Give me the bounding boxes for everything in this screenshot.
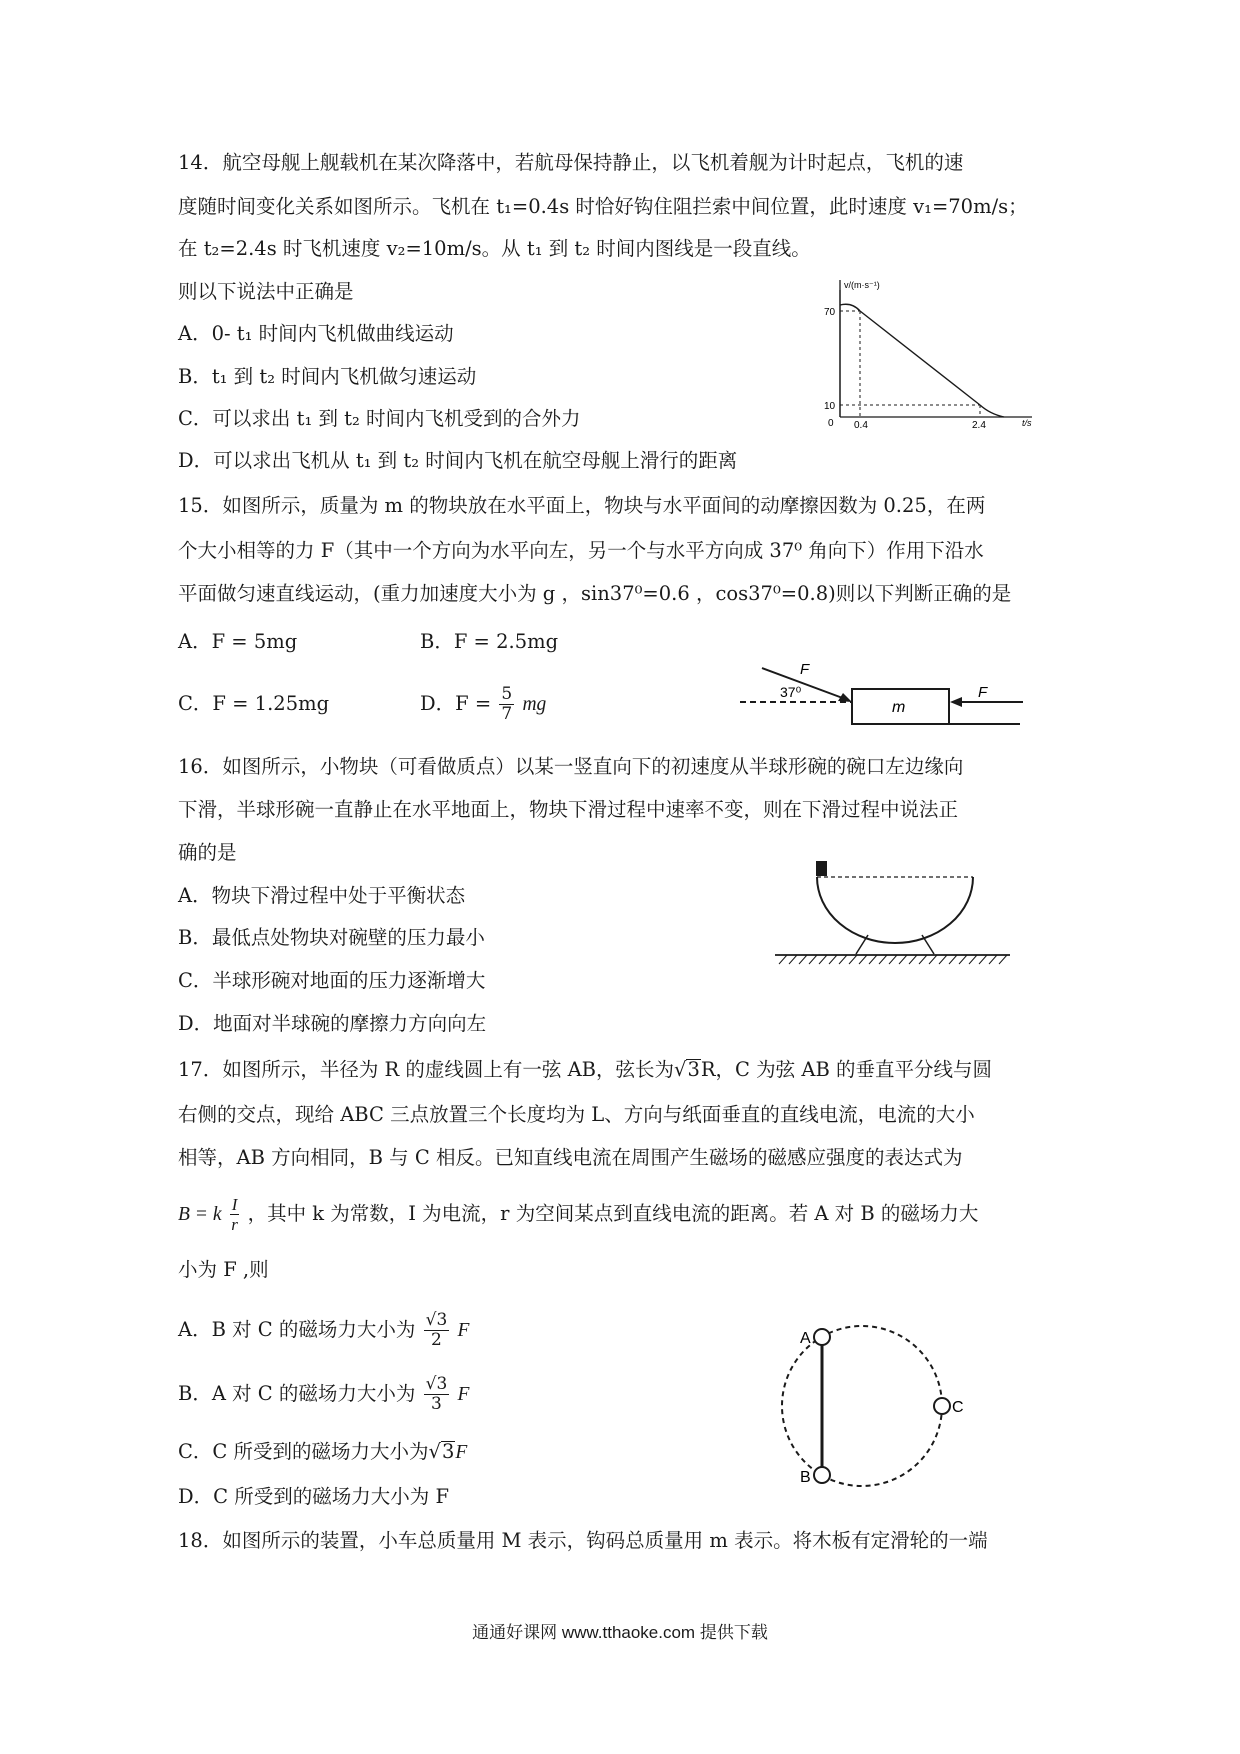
q17-option-b	[178, 1370, 469, 1419]
q15-option-d	[420, 680, 546, 729]
q17-option-a-numerator: √3	[425, 1310, 448, 1330]
current-point-a	[814, 1329, 830, 1345]
q17-option-b-suffix: F	[457, 1384, 470, 1405]
sqrt-symbol: √	[428, 1440, 441, 1463]
graph-x-label: t/s	[1022, 418, 1032, 428]
q14-option-c: C．可以求出 t₁ 到 t₂ 时间内飞机受到的合外力	[178, 407, 581, 430]
q17-line-5: 小为 F ,则	[178, 1258, 269, 1281]
q14-line-1: 14．航空母舰上舰载机在某次降落中，若航母保持静止，以飞机着舰为计时起点，飞机的速	[178, 151, 964, 174]
q14-option-d: D．可以求出飞机从 t₁ 到 t₂ 时间内飞机在航空母舰上滑行的距离	[178, 449, 738, 472]
dashed-circle	[782, 1326, 942, 1486]
q16-line-3: 确的是	[178, 841, 237, 864]
q15-option-a: A．F = 5mg	[178, 630, 298, 653]
current-point-b	[814, 1467, 830, 1483]
graph-origin-label: 0	[828, 418, 834, 429]
graph-tail-segment	[980, 405, 1004, 417]
q15-option-b: B．F = 2.5mg	[420, 630, 559, 653]
angle-label: 37⁰	[780, 684, 802, 700]
q17-option-c-text: C．C 所受到的磁场力大小为	[178, 1440, 429, 1463]
q17-sqrt-3: 3	[687, 1058, 700, 1081]
q15-option-d-suffix: mg	[522, 694, 547, 715]
q17-formula-numerator: I	[231, 1195, 238, 1214]
q17-option-a-suffix: F	[457, 1320, 470, 1341]
label-a: A	[800, 1330, 811, 1347]
q15-line-2: 个大小相等的力 F（其中一个方向为水平向左，另一个与水平方向成 37⁰ 角向下）作用下沿水	[178, 539, 984, 562]
current-point-c	[934, 1398, 950, 1414]
q15-option-d-fraction	[499, 686, 514, 723]
q17-line-4-text: ，其中 k 为常数，I 为电流，r 为空间某点到直线电流的距离。若 A 对 B 的磁场力大	[247, 1202, 979, 1225]
q16-option-d: D．地面对半球碗的摩擦力方向向左	[178, 1012, 487, 1035]
label-c: C	[952, 1399, 964, 1416]
q17-option-a-text: A．B 对 C 的磁场力大小为	[178, 1318, 416, 1341]
q17-option-a-fraction	[424, 1312, 450, 1349]
q17-option-c	[178, 1440, 467, 1465]
q16-option-c: C．半球形碗对地面的压力逐渐增大	[178, 969, 486, 992]
q14-velocity-time-graph	[800, 280, 1050, 430]
graph-curve-segment	[840, 304, 860, 311]
q15-option-d-numerator: 5	[501, 684, 513, 704]
q17-line-2: 右侧的交点，现给 ABC 三点放置三个长度均为 L、方向与纸面垂直的直线电流，电流的大小	[178, 1103, 975, 1126]
q17-option-c-suffix: F	[455, 1442, 468, 1463]
q15-line-3: 平面做匀速直线运动，(重力加速度大小为 g ，sin37⁰=0.6 ，cos37⁰=0.8)则以下判断正确的是	[178, 582, 1012, 605]
q14-line-4: 则以下说法中正确是	[178, 280, 354, 303]
graph-x-tick-24: 2.4	[972, 420, 986, 431]
q16-line-1: 16．如图所示，小物块（可看做质点）以某一竖直向下的初速度从半球形碗的碗口左边缘向	[178, 755, 964, 778]
q17-circle-chord-diagram	[770, 1325, 964, 1495]
q17-formula-denominator: r	[231, 1215, 238, 1234]
q14-line-2: 度随时间变化关系如图所示。飞机在 t₁=0.4s 时恰好钩住阻拦索中间位置，此时速度 v₁=70m/s；	[178, 195, 1028, 218]
q17-option-b-text: B．A 对 C 的磁场力大小为	[178, 1382, 416, 1405]
force-label-right: F	[978, 684, 988, 701]
q17-option-c-sqrt-3: 3	[441, 1440, 455, 1463]
q17-line-4	[178, 1190, 978, 1239]
q16-hemispherical-bowl-diagram	[775, 860, 1025, 975]
bowl-arc	[817, 877, 973, 943]
q17-line-1-a: 17．如图所示，半径为 R 的虚线圆上有一弦 AB，弦长为	[178, 1058, 675, 1081]
sqrt-symbol: √	[674, 1058, 687, 1081]
graph-y-label: v/(m·s⁻¹)	[844, 280, 880, 290]
q17-option-a-denominator: 2	[431, 1330, 442, 1350]
q17-option-d: D．C 所受到的磁场力大小为 F	[178, 1485, 449, 1508]
q15-line-1: 15．如图所示，质量为 m 的物块放在水平面上，物块与水平面间的动摩擦因数为 0.25，在两	[178, 494, 986, 517]
q17-option-b-fraction	[424, 1376, 450, 1413]
q17-option-b-numerator: √3	[425, 1374, 448, 1394]
graph-y-tick-70: 70	[824, 307, 836, 318]
force-label-left: F	[800, 661, 810, 678]
block-label: m	[892, 699, 906, 716]
force-arrowhead-horizontal	[950, 697, 962, 707]
q14-line-3: 在 t₂=2.4s 时飞机速度 v₂=10m/s。从 t₁ 到 t₂ 时间内图线是一段直线。	[178, 237, 811, 260]
q15-option-d-denominator: 7	[501, 704, 513, 724]
ground-hatching	[779, 955, 1007, 964]
small-block	[816, 861, 827, 876]
q17-line-1-b: R，C 为弦 AB 的垂直平分线与圆	[700, 1058, 992, 1081]
q17-formula-lhs: B = k	[178, 1204, 222, 1225]
q17-line-1	[178, 1058, 992, 1082]
graph-y-tick-10: 10	[824, 401, 836, 412]
q15-option-c: C．F = 1.25mg	[178, 692, 330, 715]
q14-option-a: A．0- t₁ 时间内飞机做曲线运动	[178, 322, 454, 345]
q17-line-3: 相等，AB 方向相同，B 与 C 相反。已知直线电流在周围产生磁场的磁感应强度的表达式为	[178, 1146, 963, 1169]
q16-option-a: A．物块下滑过程中处于平衡状态	[178, 884, 466, 907]
page-footer: 通通好课网 www.tthaoke.com 提供下载	[472, 1623, 768, 1642]
graph-linear-segment	[860, 311, 980, 405]
q17-option-b-denominator: 3	[431, 1394, 442, 1414]
q14-option-b: B．t₁ 到 t₂ 时间内飞机做匀速运动	[178, 365, 477, 388]
q17-option-a	[178, 1306, 469, 1355]
q15-block-force-diagram	[740, 660, 1030, 730]
q16-option-b: B．最低点处物块对碗壁的压力最小	[178, 926, 485, 949]
q15-option-d-prefix: D．F =	[420, 692, 492, 715]
label-b: B	[800, 1469, 811, 1486]
graph-x-tick-04: 0.4	[854, 420, 868, 431]
q18-line-1: 18．如图所示的装置，小车总质量用 M 表示，钩码总质量用 m 表示。将木板有定滑轮的一端	[178, 1529, 988, 1552]
q17-formula-fraction	[230, 1196, 240, 1233]
q16-line-2: 下滑，半球形碗一直静止在水平地面上，物块下滑过程中速率不变，则在下滑过程中说法正	[178, 798, 959, 821]
